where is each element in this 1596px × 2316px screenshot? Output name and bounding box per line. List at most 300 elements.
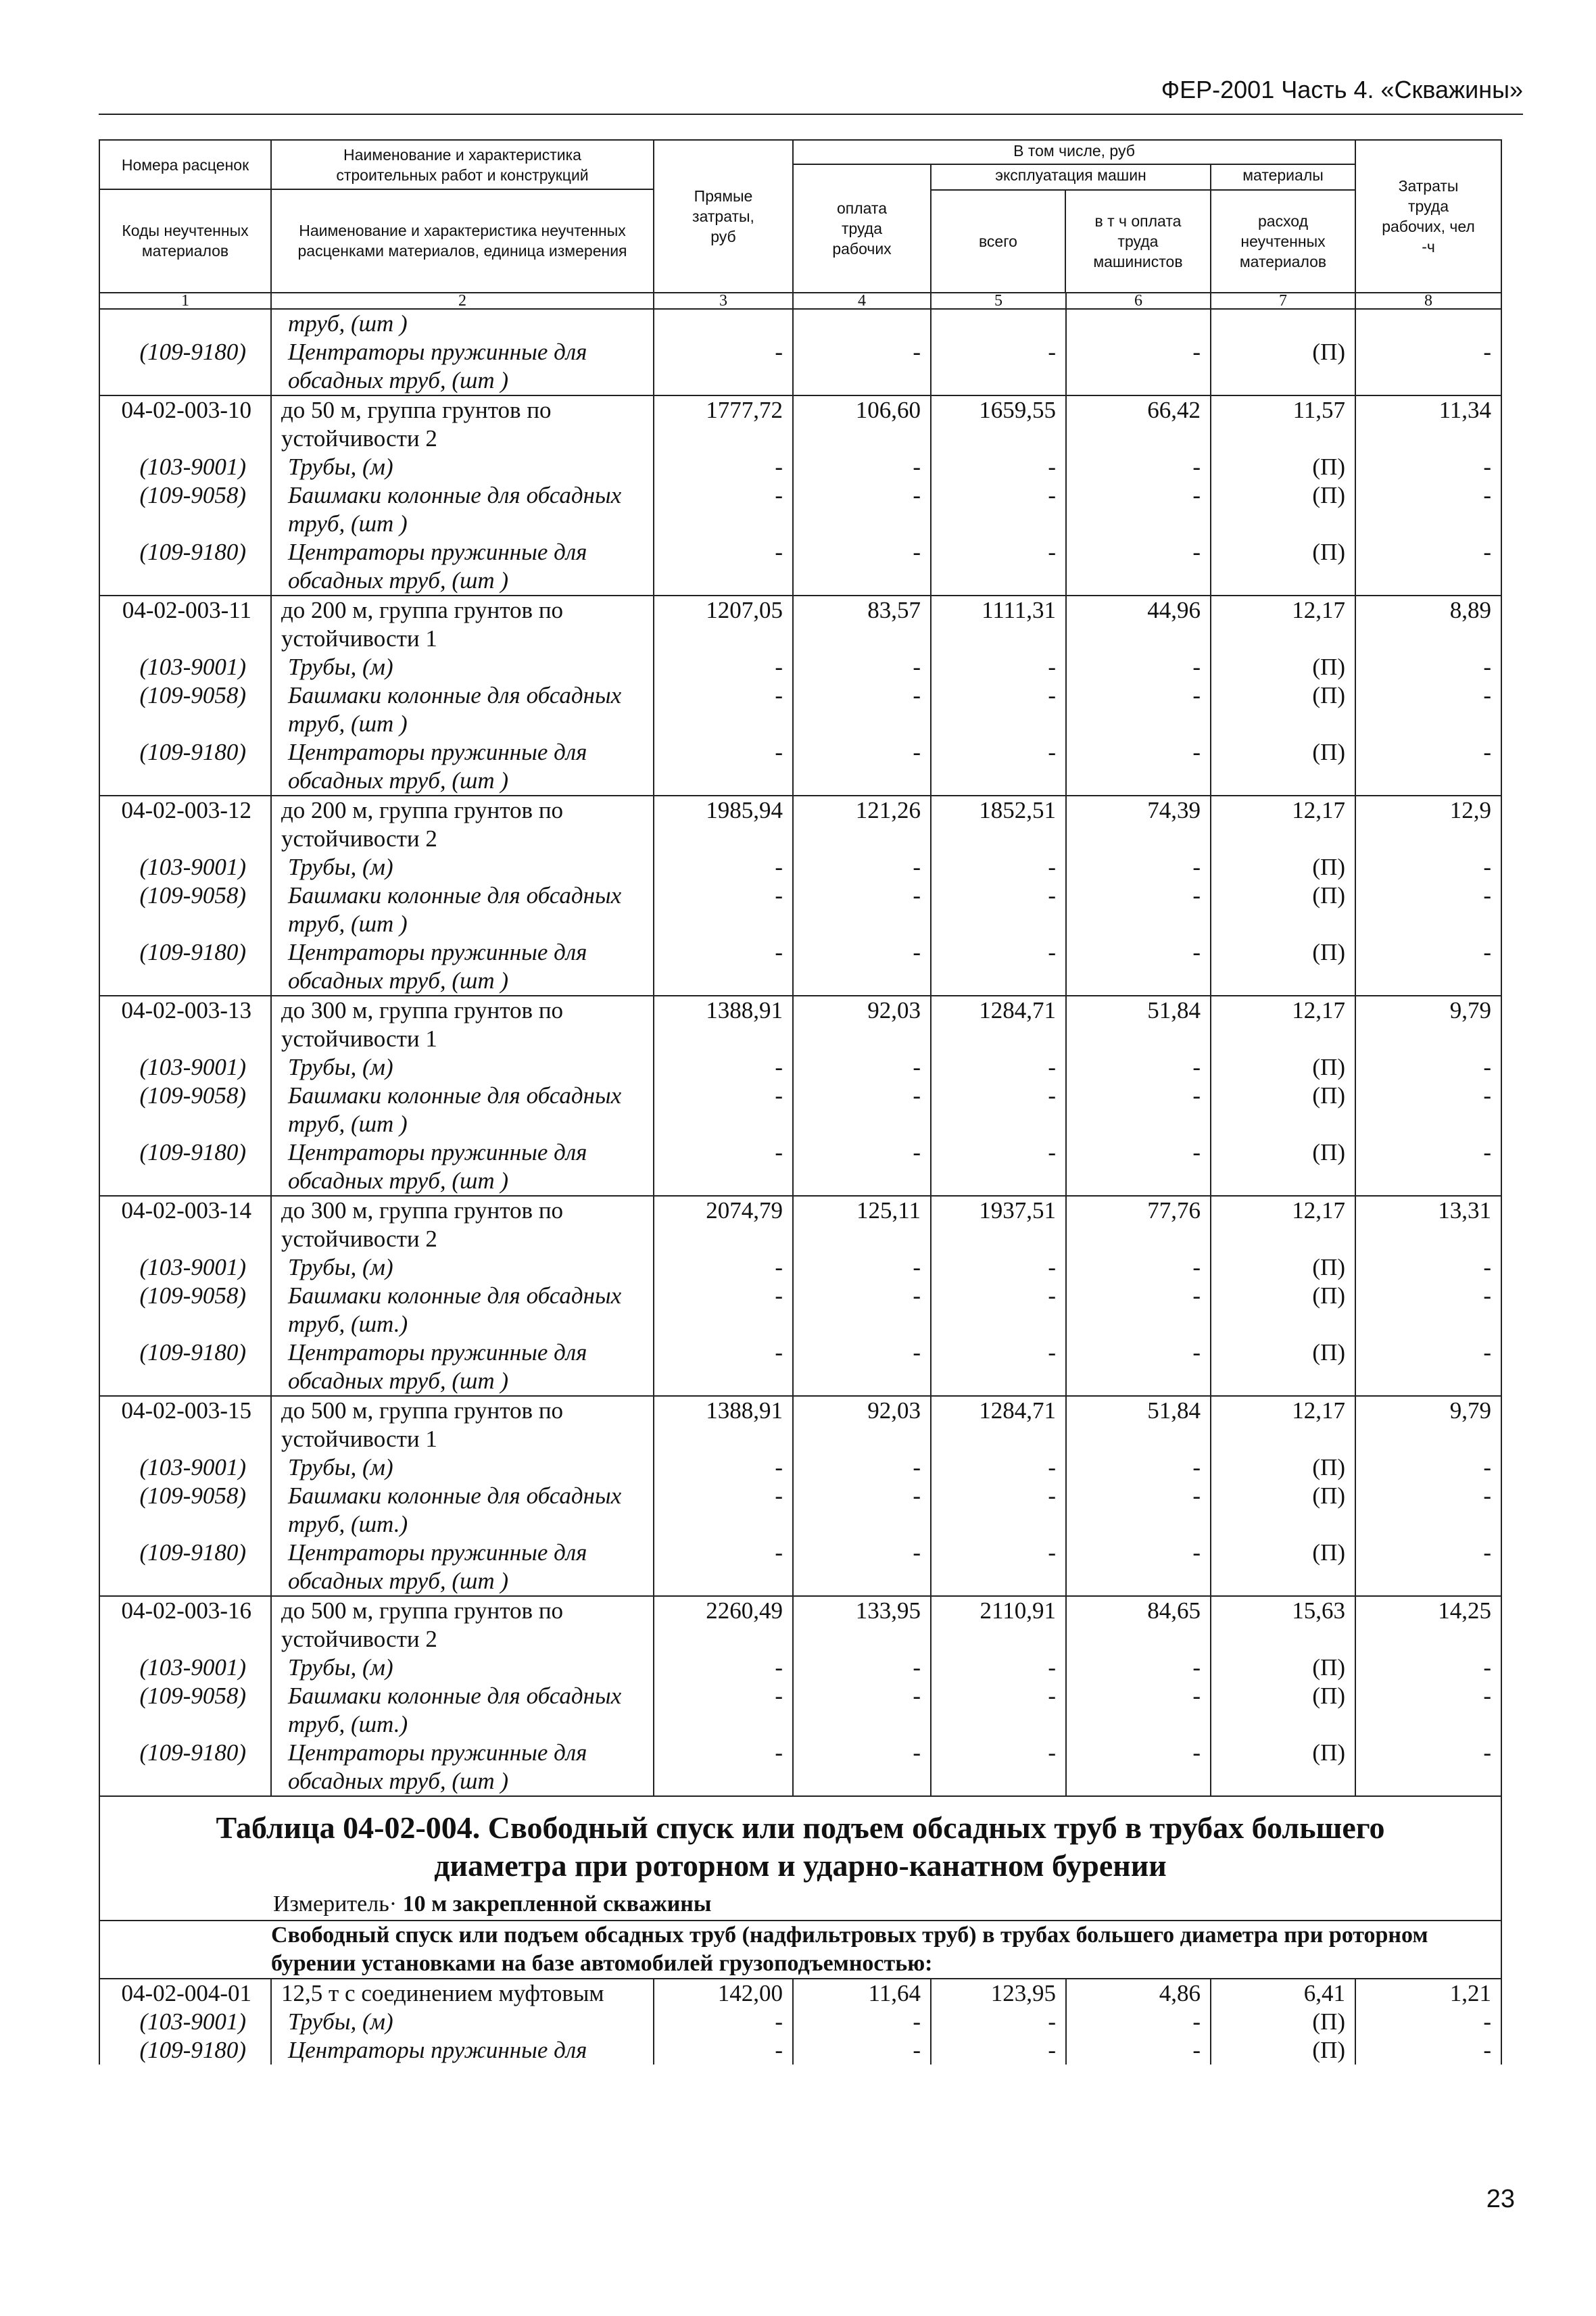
material-code: (103-9001) bbox=[99, 1253, 271, 1282]
value-cell bbox=[931, 309, 1066, 338]
value-cell: - bbox=[1066, 1338, 1211, 1396]
material-code: (109-9058) bbox=[99, 1082, 271, 1138]
material-code: (103-9001) bbox=[99, 453, 271, 481]
value-cell: - bbox=[654, 481, 793, 538]
work-description: до 300 м, группа грунтов по устойчивости 1 bbox=[271, 996, 654, 1053]
value-cell: 12,17 bbox=[1211, 1196, 1355, 1253]
value-cell: - bbox=[1355, 1682, 1501, 1739]
value-cell: - bbox=[793, 1053, 931, 1082]
value-cell: 1284,71 bbox=[931, 996, 1066, 1053]
material-description: Центраторы пружинные для обсадных труб, (шт ) bbox=[271, 538, 654, 596]
material-code: (109-9180) bbox=[99, 2036, 271, 2065]
value-cell: - bbox=[931, 2008, 1066, 2036]
work-description: до 50 м, группа грунтов по устойчивости 2 bbox=[271, 395, 654, 453]
table2-title-line2: диаметра при роторном и ударно-канатном бурении bbox=[434, 1848, 1167, 1883]
material-description: Центраторы пружинные для обсадных труб, (шт ) bbox=[271, 1539, 654, 1596]
value-cell: - bbox=[654, 1053, 793, 1082]
value-cell: 1777,72 bbox=[654, 395, 793, 453]
value-cell: - bbox=[931, 738, 1066, 796]
material-row bbox=[99, 938, 1501, 996]
header-col2-bottom: Наименование и характеристика неучтенных расценками материалов, единица измерения bbox=[272, 189, 653, 291]
material-code: (103-9001) bbox=[99, 1654, 271, 1682]
value-cell: 6,41 bbox=[1211, 1979, 1355, 2008]
material-code bbox=[99, 309, 271, 338]
value-cell: (П) bbox=[1211, 1453, 1355, 1482]
value-cell: - bbox=[931, 338, 1066, 395]
material-row bbox=[99, 481, 1501, 538]
material-code: (109-9058) bbox=[99, 481, 271, 538]
value-cell: 51,84 bbox=[1066, 1396, 1211, 1453]
header-col5: всего bbox=[932, 191, 1066, 292]
material-description: Башмаки колонные для обсадных труб, (шт.) bbox=[271, 1682, 654, 1739]
table2-title bbox=[100, 1797, 1501, 1889]
value-cell: - bbox=[654, 1654, 793, 1682]
material-row bbox=[99, 338, 1501, 395]
value-cell: 15,63 bbox=[1211, 1596, 1355, 1654]
work-description: до 200 м, группа грунтов по устойчивости 2 bbox=[271, 796, 654, 853]
column-number: 1 bbox=[99, 293, 271, 309]
value-cell: - bbox=[931, 1482, 1066, 1539]
value-cell: - bbox=[793, 738, 931, 796]
rate-code: 04-02-003-10 bbox=[99, 395, 271, 453]
value-cell: (П) bbox=[1211, 1739, 1355, 1796]
value-cell: - bbox=[654, 2008, 793, 2036]
value-cell: - bbox=[1066, 1282, 1211, 1338]
header-machines-body bbox=[932, 191, 1210, 292]
value-cell: - bbox=[1355, 1654, 1501, 1682]
value-cell: 9,79 bbox=[1355, 1396, 1501, 1453]
header-materials: материалы bbox=[1211, 165, 1355, 191]
value-cell: - bbox=[931, 853, 1066, 882]
work-description: до 200 м, группа грунтов по устойчивости 1 bbox=[271, 596, 654, 653]
value-cell: - bbox=[1066, 453, 1211, 481]
rates-table bbox=[99, 139, 1502, 2065]
value-cell: - bbox=[931, 653, 1066, 681]
value-cell: - bbox=[654, 882, 793, 938]
value-cell: 125,11 bbox=[793, 1196, 931, 1253]
material-row bbox=[99, 1138, 1501, 1196]
column-number: 4 bbox=[793, 293, 931, 309]
value-cell: - bbox=[1066, 1082, 1211, 1138]
value-cell: 1852,51 bbox=[931, 796, 1066, 853]
value-cell: - bbox=[654, 2036, 793, 2065]
value-cell: - bbox=[931, 1739, 1066, 1796]
material-row bbox=[99, 853, 1501, 882]
value-cell: - bbox=[1355, 1739, 1501, 1796]
material-row bbox=[99, 1253, 1501, 1282]
material-description: Центраторы пружинные для обсадных труб, (шт ) bbox=[271, 1739, 654, 1796]
value-cell: 9,79 bbox=[1355, 996, 1501, 1053]
value-cell: - bbox=[1066, 1138, 1211, 1196]
value-cell: - bbox=[793, 1138, 931, 1196]
value-cell: - bbox=[1066, 1539, 1211, 1596]
material-description: Трубы, (м) bbox=[271, 853, 654, 882]
value-cell: (П) bbox=[1211, 481, 1355, 538]
value-cell: 2074,79 bbox=[654, 1196, 793, 1253]
value-cell: - bbox=[931, 1082, 1066, 1138]
value-cell: 66,42 bbox=[1066, 395, 1211, 453]
material-description: Центраторы пружинные для bbox=[271, 2036, 654, 2065]
work-description: 12,5 т с соединением муфтовым bbox=[271, 1979, 654, 2008]
value-cell: 1207,05 bbox=[654, 596, 793, 653]
work-description: до 500 м, группа грунтов по устойчивости 2 bbox=[271, 1596, 654, 1654]
material-row bbox=[99, 453, 1501, 481]
section-row bbox=[99, 1921, 1501, 1979]
value-cell: (П) bbox=[1211, 1482, 1355, 1539]
value-cell: - bbox=[931, 1338, 1066, 1396]
value-cell: - bbox=[1355, 681, 1501, 738]
value-cell: - bbox=[1355, 1253, 1501, 1282]
value-cell: - bbox=[1066, 1453, 1211, 1482]
value-cell: - bbox=[793, 1482, 931, 1539]
value-cell: - bbox=[931, 1282, 1066, 1338]
value-cell: - bbox=[931, 1053, 1066, 1082]
material-code: (109-9058) bbox=[99, 681, 271, 738]
work-description: до 300 м, группа грунтов по устойчивости 2 bbox=[271, 1196, 654, 1253]
value-cell: 1659,55 bbox=[931, 395, 1066, 453]
value-cell: - bbox=[793, 538, 931, 596]
value-cell: - bbox=[654, 1253, 793, 1282]
material-row bbox=[99, 1453, 1501, 1482]
table2-body bbox=[99, 1979, 1501, 2065]
value-cell: 51,84 bbox=[1066, 996, 1211, 1053]
table2-title-row bbox=[99, 1796, 1501, 1921]
value-cell: 92,03 bbox=[793, 1396, 931, 1453]
measure-value: 10 м закрепленной скважины bbox=[402, 1891, 712, 1916]
value-cell: - bbox=[654, 681, 793, 738]
material-description: Центраторы пружинные для обсадных труб, (шт ) bbox=[271, 938, 654, 996]
value-cell: 11,64 bbox=[793, 1979, 931, 2008]
value-cell: (П) bbox=[1211, 1138, 1355, 1196]
value-cell: - bbox=[931, 681, 1066, 738]
material-row bbox=[99, 681, 1501, 738]
material-description: Трубы, (м) bbox=[271, 1453, 654, 1482]
rates-table-container bbox=[99, 139, 1501, 2065]
value-cell: 142,00 bbox=[654, 1979, 793, 2008]
material-row bbox=[99, 1282, 1501, 1338]
value-cell: - bbox=[1355, 853, 1501, 882]
header-incl-group bbox=[793, 140, 1355, 293]
value-cell: (П) bbox=[1211, 338, 1355, 395]
value-cell: (П) bbox=[1211, 681, 1355, 738]
value-cell: (П) bbox=[1211, 853, 1355, 882]
header-col1-bottom: Коды неучтенных материалов bbox=[100, 189, 270, 291]
rate-code: 04-02-003-13 bbox=[99, 996, 271, 1053]
measure-line bbox=[100, 1889, 1501, 1920]
rate-row bbox=[99, 1596, 1501, 1654]
material-description: Башмаки колонные для обсадных труб, (шт.) bbox=[271, 1282, 654, 1338]
value-cell: - bbox=[1355, 2008, 1501, 2036]
value-cell: - bbox=[931, 1253, 1066, 1282]
value-cell: - bbox=[1355, 882, 1501, 938]
header-machines-group bbox=[932, 165, 1211, 292]
material-row bbox=[99, 1654, 1501, 1682]
value-cell: (П) bbox=[1211, 1654, 1355, 1682]
value-cell: 92,03 bbox=[793, 996, 931, 1053]
value-cell: (П) bbox=[1211, 1682, 1355, 1739]
value-cell: - bbox=[654, 1539, 793, 1596]
material-description: Центраторы пружинные для обсадных труб, (шт ) bbox=[271, 1338, 654, 1396]
material-description: Центраторы пружинные для обсадных труб, (шт ) bbox=[271, 1138, 654, 1196]
value-cell: - bbox=[793, 1682, 931, 1739]
material-description: Центраторы пружинные для обсадных труб, (шт ) bbox=[271, 338, 654, 395]
header-rule bbox=[99, 114, 1523, 115]
value-cell: - bbox=[1066, 653, 1211, 681]
value-cell: 8,89 bbox=[1355, 596, 1501, 653]
value-cell: (П) bbox=[1211, 738, 1355, 796]
column-number: 5 bbox=[931, 293, 1066, 309]
value-cell: - bbox=[1355, 338, 1501, 395]
value-cell: (П) bbox=[1211, 2008, 1355, 2036]
material-row bbox=[99, 1482, 1501, 1539]
value-cell: - bbox=[931, 481, 1066, 538]
material-code: (109-9180) bbox=[99, 1138, 271, 1196]
table2-title-line1: Таблица 04-02-004. Свободный спуск или подъем обсадных труб в трубах большего bbox=[216, 1810, 1385, 1845]
value-cell: 2260,49 bbox=[654, 1596, 793, 1654]
value-cell: - bbox=[654, 1082, 793, 1138]
value-cell: - bbox=[793, 2036, 931, 2065]
value-cell: - bbox=[654, 653, 793, 681]
value-cell: 1,21 bbox=[1355, 1979, 1501, 2008]
value-cell: - bbox=[654, 853, 793, 882]
value-cell: - bbox=[1355, 538, 1501, 596]
value-cell bbox=[1211, 309, 1355, 338]
value-cell: - bbox=[654, 1739, 793, 1796]
material-description: Башмаки колонные для обсадных труб, (шт ) bbox=[271, 882, 654, 938]
header-col2-top: Наименование и характеристика строительных работ и конструкций bbox=[336, 146, 589, 184]
value-cell: - bbox=[1066, 853, 1211, 882]
value-cell: - bbox=[793, 338, 931, 395]
header-col3: Прямые затраты, руб bbox=[654, 140, 793, 293]
material-row bbox=[99, 1082, 1501, 1138]
value-cell bbox=[1066, 309, 1211, 338]
value-cell: - bbox=[931, 1654, 1066, 1682]
value-cell: - bbox=[931, 1539, 1066, 1596]
material-row bbox=[99, 2036, 1501, 2065]
value-cell: - bbox=[931, 938, 1066, 996]
value-cell: 77,76 bbox=[1066, 1196, 1211, 1253]
material-code: (109-9180) bbox=[99, 338, 271, 395]
value-cell: - bbox=[1066, 882, 1211, 938]
value-cell: - bbox=[1066, 1053, 1211, 1082]
value-cell: (П) bbox=[1211, 1253, 1355, 1282]
value-cell: (П) bbox=[1211, 1282, 1355, 1338]
material-code: (109-9058) bbox=[99, 882, 271, 938]
value-cell: - bbox=[1066, 2036, 1211, 2065]
value-cell: 13,31 bbox=[1355, 1196, 1501, 1253]
value-cell: - bbox=[1066, 1253, 1211, 1282]
value-cell: 12,17 bbox=[1211, 996, 1355, 1053]
material-code: (109-9180) bbox=[99, 1739, 271, 1796]
value-cell: - bbox=[793, 2008, 931, 2036]
header-materials-group bbox=[1211, 165, 1355, 292]
rate-code: 04-02-004-01 bbox=[99, 1979, 271, 2008]
value-cell: 11,57 bbox=[1211, 395, 1355, 453]
value-cell: - bbox=[1355, 1053, 1501, 1082]
material-description: Трубы, (м) bbox=[271, 1053, 654, 1082]
rate-row bbox=[99, 1396, 1501, 1453]
material-row bbox=[99, 653, 1501, 681]
material-code: (109-9180) bbox=[99, 738, 271, 796]
value-cell: 11,34 bbox=[1355, 395, 1501, 453]
value-cell: - bbox=[1066, 538, 1211, 596]
value-cell: (П) bbox=[1211, 938, 1355, 996]
material-code: (103-9001) bbox=[99, 1453, 271, 1482]
value-cell: - bbox=[1355, 453, 1501, 481]
value-cell: - bbox=[931, 1453, 1066, 1482]
value-cell: - bbox=[1355, 653, 1501, 681]
value-cell: - bbox=[931, 2036, 1066, 2065]
material-code: (109-9058) bbox=[99, 1282, 271, 1338]
value-cell: - bbox=[793, 681, 931, 738]
value-cell: 83,57 bbox=[793, 596, 931, 653]
value-cell: - bbox=[793, 938, 931, 996]
value-cell: 1284,71 bbox=[931, 1396, 1066, 1453]
material-code: (109-9180) bbox=[99, 938, 271, 996]
material-row bbox=[99, 1053, 1501, 1082]
value-cell: - bbox=[654, 1282, 793, 1338]
value-cell: 1388,91 bbox=[654, 1396, 793, 1453]
material-description: Центраторы пружинные для обсадных труб, (шт ) bbox=[271, 738, 654, 796]
material-row bbox=[99, 309, 1501, 338]
material-description: Трубы, (м) bbox=[271, 1253, 654, 1282]
material-description: Трубы, (м) bbox=[271, 2008, 654, 2036]
rate-row bbox=[99, 596, 1501, 653]
header-col7: расход неучтенных материалов bbox=[1239, 212, 1327, 270]
header-col1-top: Номера расценок bbox=[121, 156, 249, 174]
value-cell: - bbox=[1355, 2036, 1501, 2065]
material-row bbox=[99, 1338, 1501, 1396]
value-cell: - bbox=[1355, 1082, 1501, 1138]
rate-row bbox=[99, 796, 1501, 853]
value-cell: - bbox=[1066, 738, 1211, 796]
value-cell: 44,96 bbox=[1066, 596, 1211, 653]
work-description: до 500 м, группа грунтов по устойчивости 1 bbox=[271, 1396, 654, 1453]
value-cell: - bbox=[1066, 1654, 1211, 1682]
value-cell: - bbox=[931, 453, 1066, 481]
value-cell: - bbox=[1355, 1138, 1501, 1196]
rate-code: 04-02-003-16 bbox=[99, 1596, 271, 1654]
material-code: (109-9058) bbox=[99, 1482, 271, 1539]
value-cell: 12,17 bbox=[1211, 796, 1355, 853]
value-cell: - bbox=[654, 453, 793, 481]
value-cell: 12,9 bbox=[1355, 796, 1501, 853]
material-row bbox=[99, 2008, 1501, 2036]
value-cell: - bbox=[1066, 1682, 1211, 1739]
value-cell: - bbox=[1355, 481, 1501, 538]
header-col1 bbox=[99, 140, 271, 293]
value-cell bbox=[1355, 309, 1501, 338]
value-cell: 1388,91 bbox=[654, 996, 793, 1053]
value-cell: - bbox=[1355, 1453, 1501, 1482]
header-incl: В том числе, руб bbox=[794, 141, 1355, 165]
value-cell: - bbox=[793, 1253, 931, 1282]
column-number: 3 bbox=[654, 293, 793, 309]
page-number: 23 bbox=[1486, 2185, 1515, 2213]
value-cell: - bbox=[793, 1739, 931, 1796]
header-machines: эксплуатация машин bbox=[932, 165, 1210, 191]
value-cell: 12,17 bbox=[1211, 596, 1355, 653]
value-cell: - bbox=[793, 653, 931, 681]
value-cell: 121,26 bbox=[793, 796, 931, 853]
rate-code: 04-02-003-11 bbox=[99, 596, 271, 653]
value-cell: - bbox=[654, 738, 793, 796]
rate-row bbox=[99, 996, 1501, 1053]
value-cell: - bbox=[931, 1682, 1066, 1739]
rates-table-body bbox=[99, 309, 1501, 1796]
rate-code: 04-02-003-14 bbox=[99, 1196, 271, 1253]
value-cell: (П) bbox=[1211, 2036, 1355, 2065]
material-description: Трубы, (м) bbox=[271, 453, 654, 481]
value-cell: - bbox=[1355, 938, 1501, 996]
value-cell: - bbox=[1066, 1482, 1211, 1539]
column-numbers-row bbox=[99, 293, 1501, 309]
value-cell: - bbox=[1066, 681, 1211, 738]
value-cell: (П) bbox=[1211, 882, 1355, 938]
value-cell bbox=[793, 309, 931, 338]
value-cell: 1937,51 bbox=[931, 1196, 1066, 1253]
value-cell: - bbox=[654, 1338, 793, 1396]
column-number: 7 bbox=[1211, 293, 1355, 309]
material-row bbox=[99, 1539, 1501, 1596]
value-cell: (П) bbox=[1211, 1053, 1355, 1082]
value-cell: - bbox=[654, 1682, 793, 1739]
value-cell: - bbox=[793, 853, 931, 882]
rate-row bbox=[99, 1979, 1501, 2008]
value-cell: 1111,31 bbox=[931, 596, 1066, 653]
value-cell: - bbox=[793, 882, 931, 938]
value-cell: - bbox=[931, 882, 1066, 938]
measure-label: Измеритель· bbox=[273, 1891, 397, 1916]
value-cell: (П) bbox=[1211, 1338, 1355, 1396]
value-cell: 12,17 bbox=[1211, 1396, 1355, 1453]
value-cell: (П) bbox=[1211, 538, 1355, 596]
material-row bbox=[99, 1739, 1501, 1796]
column-number: 8 bbox=[1355, 293, 1501, 309]
value-cell: - bbox=[654, 1482, 793, 1539]
value-cell: - bbox=[793, 1654, 931, 1682]
header-col4: оплата труда рабочих bbox=[794, 165, 932, 292]
section-empty-cell bbox=[99, 1921, 271, 1979]
value-cell: (П) bbox=[1211, 1539, 1355, 1596]
rate-code: 04-02-003-15 bbox=[99, 1396, 271, 1453]
rate-code: 04-02-003-12 bbox=[99, 796, 271, 853]
column-number: 2 bbox=[271, 293, 654, 309]
material-code: (109-9058) bbox=[99, 1682, 271, 1739]
value-cell: (П) bbox=[1211, 1082, 1355, 1138]
material-row bbox=[99, 1682, 1501, 1739]
value-cell: - bbox=[1355, 1338, 1501, 1396]
material-description: Башмаки колонные для обсадных труб, (шт ) bbox=[271, 681, 654, 738]
material-row bbox=[99, 738, 1501, 796]
header-col6: в т ч оплата труда машинистов bbox=[1093, 212, 1183, 270]
material-code: (109-9180) bbox=[99, 1338, 271, 1396]
value-cell: 106,60 bbox=[793, 395, 931, 453]
material-code: (109-9180) bbox=[99, 538, 271, 596]
value-cell: - bbox=[654, 938, 793, 996]
section-heading: Свободный спуск или подъем обсадных труб (надфильтровых труб) в трубах большего диаметра при роторном бурении установками на базе автомобилей грузоподъемностью: bbox=[271, 1921, 1501, 1979]
material-description: Трубы, (м) bbox=[271, 653, 654, 681]
value-cell: - bbox=[1066, 2008, 1211, 2036]
value-cell: 84,65 bbox=[1066, 1596, 1211, 1654]
value-cell: - bbox=[931, 538, 1066, 596]
column-number: 6 bbox=[1066, 293, 1211, 309]
material-row bbox=[99, 538, 1501, 596]
value-cell: - bbox=[654, 338, 793, 395]
value-cell: - bbox=[1066, 1739, 1211, 1796]
value-cell: - bbox=[931, 1138, 1066, 1196]
value-cell: 4,86 bbox=[1066, 1979, 1211, 2008]
